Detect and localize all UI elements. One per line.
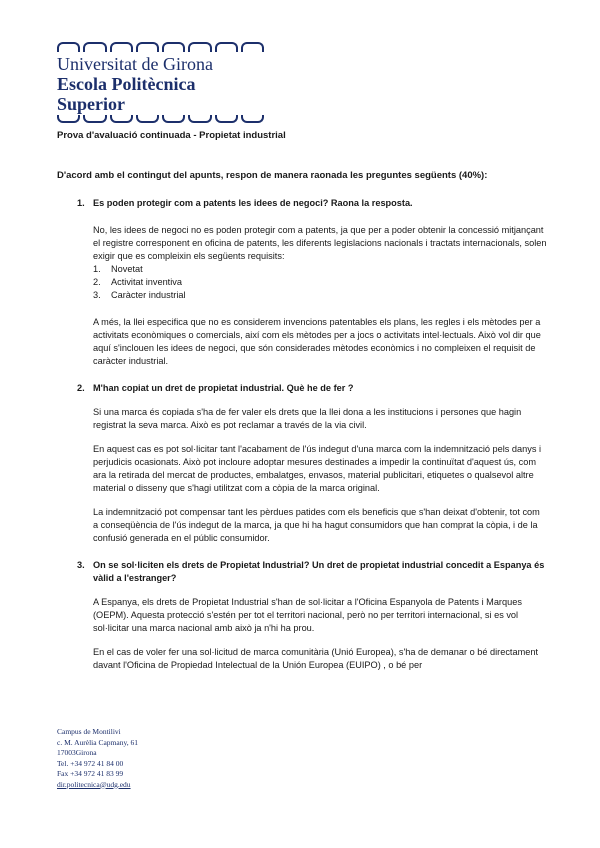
question-text: Es poden protegir com a patents les idees de negoci? Raona la resposta. — [93, 198, 413, 208]
document-intro: D'acord amb el contingut del apunts, respon de manera raonada les preguntes següents (40%): — [57, 170, 488, 181]
school-name: Escola Politècnica Superior — [57, 74, 196, 114]
question-1 — [57, 197, 547, 210]
question-2 — [57, 382, 547, 395]
question-text: On se sol·liciten els drets de Propietat Industrial? Un dret de propietat industrial concedit a Espanya és vàlid a l'estranger? — [93, 560, 545, 583]
question-number: 3. — [77, 560, 85, 570]
question-number: 1. — [77, 198, 85, 208]
question-number: 2. — [77, 383, 85, 393]
answer-paragraph: Si una marca és copiada s'ha de fer valer els drets que la llei dona a les institucions i persones que hagin registrat la seva marca. Això es pot reclamar a través de la via civil. — [93, 407, 522, 430]
question-text: M'han copiat un dret de propietat industrial. Què he de fer ? — [93, 383, 354, 393]
question-3 — [57, 559, 547, 585]
answer-paragraph: No, les idees de negoci no es poden protegir com a patents, ja que per a poder obtenir la concessió mitjançant el registre corresponent en oficina de patents, les diferents legislacions nacionals i tractats internacionals, solen exigir que es compleixin els següents requisits: — [93, 225, 547, 261]
list-item: 1. Novetat — [93, 264, 143, 274]
logo-arches-bottom — [57, 115, 267, 123]
footer-campus: Campus de Montilivi — [57, 727, 121, 736]
university-logo — [57, 42, 267, 123]
footer-fax: Fax +34 972 41 83 99 — [57, 769, 124, 778]
university-name: Universitat de Girona — [57, 54, 213, 74]
answer-paragraph: A més, la llei especifica que no es considerem invencions patentables els plans, les regles i els mètodes per a activitats econòmiques o comercials, així com els mètodes per a jocs o activitats intel·lectuals. Això vol dir que aquí s'inclouen les idees de negoci, que són considerades mètodes econòmics i no compleixen el requisit de caràcter industrial. — [93, 317, 541, 366]
footer-address — [57, 727, 138, 790]
footer-phone: Tel. +34 972 41 84 00 — [57, 758, 124, 768]
answer-paragraph: La indemnització pot compensar tant les pèrdues patides com els beneficis que s'han deixat d'obtenir, tot com a conseqüència de l'ús indegut de la marca, ja que hi ha hagut consumidors que han comprat la còpia, i de la confusió generada en el públic consumidor. — [93, 507, 540, 543]
logo-arches-top — [57, 42, 267, 52]
answer-paragraph: A Espanya, els drets de Propietat Industrial s'han de sol·licitar a l'Oficina Espanyola de Patents i Marques (OEPM). Aquesta protecció s'estén per tot el territori nacional, però no per territori internacional, si es vol sol·licitar una marca nacional amb això ja n'hi ha prou. — [93, 597, 522, 633]
footer-email-link[interactable]: dir.politecnica@udg.edu — [57, 779, 131, 789]
footer-street: c. M. Aurèlia Capmany, 61 — [57, 737, 138, 747]
document-title: Prova d'avaluació continuada - Propietat industrial — [57, 130, 286, 141]
document-body — [57, 197, 547, 672]
list-item: 2. Activitat inventiva — [93, 277, 182, 287]
list-item: 3. Caràcter industrial — [93, 290, 186, 300]
answer-paragraph: En aquest cas es pot sol·licitar tant l'acabament de l'ús indegut d'una marca com la indemnització pels danys i perjudicis ocasionats. Això pot incloure adoptar mesures destinades a impedir la continuïtat d'aquest ús, com ara la retirada del mercat de productes, embalatges, envasos, material publicitari, etiquetes o qualsevol altre material o disseny que s'hagi utilitzat com a còpia de la marca original. — [93, 444, 542, 493]
requirements-list — [93, 263, 547, 302]
answer-paragraph: En el cas de voler fer una sol·licitud de marca comunitària (Unió Europea), s'ha de demanar o bé directament davant l'Oficina de Propiedad Intelectual de la Unión Europea (EUIPO) , o bé per — [93, 647, 539, 670]
footer-city: 17003Girona — [57, 748, 97, 757]
